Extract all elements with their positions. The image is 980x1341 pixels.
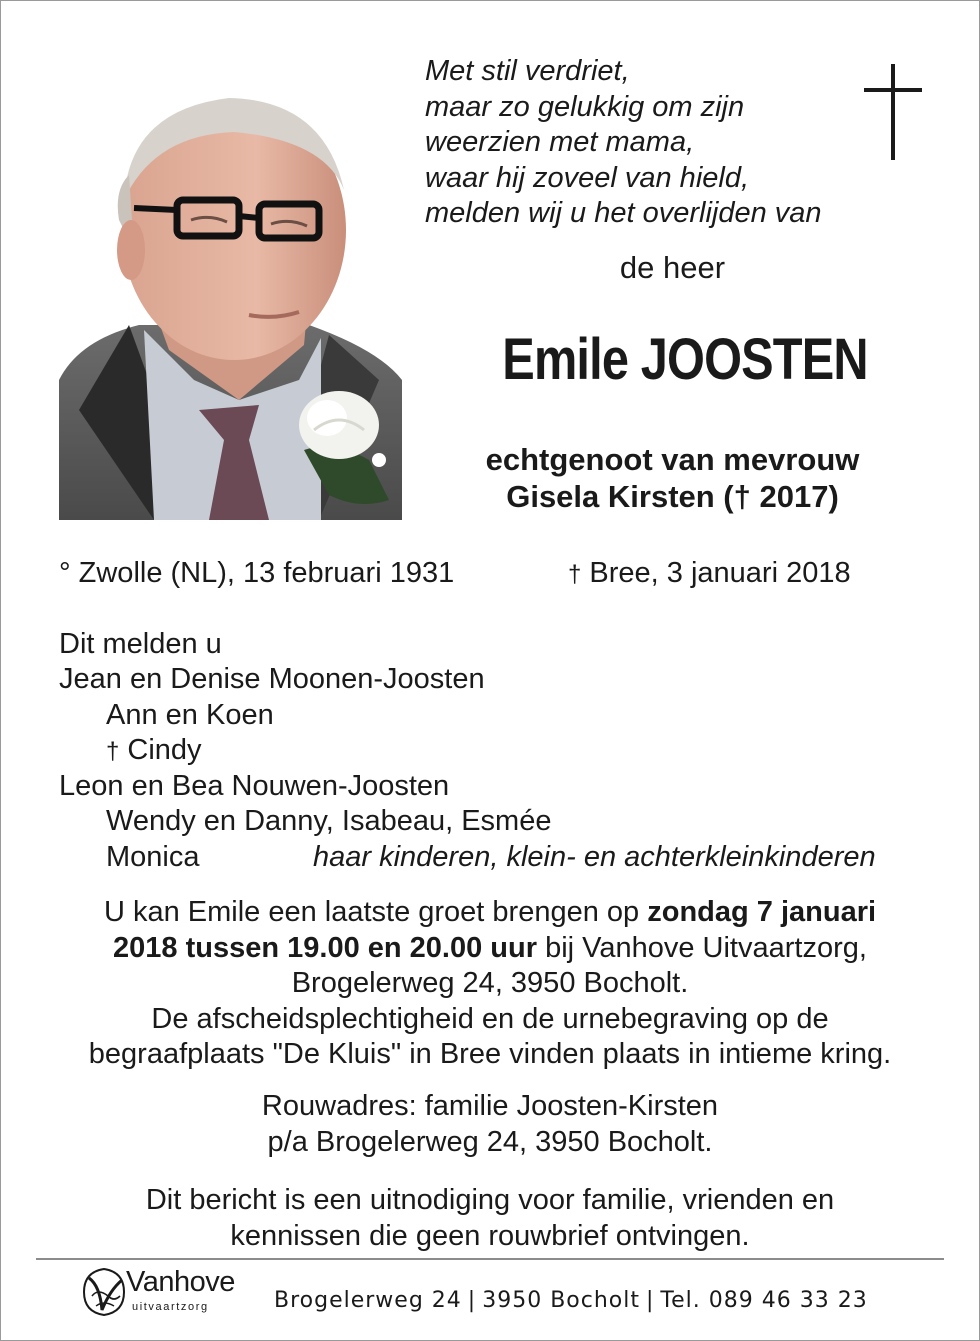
visitation-line <box>40 931 940 967</box>
footer-phone: Tel. 089 46 33 23 <box>660 1288 868 1313</box>
footer-divider <box>36 1258 944 1260</box>
visitation-text: bij Vanhove Uitvaartzorg, <box>537 931 867 964</box>
notice-line: kennissen die geen rouwbrief ontvingen. <box>230 1219 750 1252</box>
visitation-info <box>40 895 940 1073</box>
family-member <box>59 733 939 769</box>
family-list <box>59 627 939 875</box>
visitation-line: De afscheidsplechtigheid en de urnebegraving op de <box>151 1002 829 1035</box>
visitation-line: Brogelerweg 24, 3950 Bocholt. <box>291 967 689 999</box>
dagger-icon: † <box>106 737 120 765</box>
address-line: Rouwadres: familie Joosten-Kirsten <box>261 1090 719 1122</box>
family-member-name: Cindy <box>119 733 202 766</box>
spouse-info <box>430 441 915 515</box>
footer-separator: | <box>467 1288 477 1313</box>
family-member: Ann en Koen <box>106 698 274 731</box>
visitation-time: 2018 tussen 19.00 en 20.00 uur <box>113 931 538 964</box>
footer-separator: | <box>646 1288 655 1313</box>
family-member-row <box>59 840 939 875</box>
brand-name: Vanhove <box>126 1266 235 1298</box>
visitation-text: U kan Emile een laatste groet brengen op <box>103 896 648 928</box>
brand-subtitle: uitvaartzorg <box>132 1301 209 1313</box>
family-member: Monica <box>106 840 200 873</box>
footer-address: Brogelerweg 24 <box>274 1288 462 1313</box>
footer-contact <box>274 1288 868 1313</box>
vanhove-logo-icon <box>80 1266 128 1318</box>
poem-line: waar hij zoveel van hield, <box>425 161 750 194</box>
poem-line: Met stil verdriet, <box>425 55 630 87</box>
poem-line: maar zo gelukkig om zijn <box>425 90 745 123</box>
spouse-line-2: Gisela Kirsten († 2017) <box>506 479 839 514</box>
birth-info: ° Zwolle (NL), 13 februari 1931 <box>59 557 455 589</box>
family-member: Jean en Denise Moonen-Joosten <box>59 663 485 696</box>
portrait-photo <box>59 80 402 520</box>
invitation-notice <box>40 1183 940 1254</box>
notice-line: Dit bericht is een uitnodiging voor familie, vrienden en <box>145 1184 835 1216</box>
condolence-poem <box>425 54 865 232</box>
honorific: de heer <box>619 250 726 285</box>
family-member: Wendy en Danny, Isabeau, Esmée <box>106 805 552 838</box>
dagger-icon: † <box>568 561 582 588</box>
family-relation: haar kinderen, klein- en achterkleinkinderen <box>313 840 876 873</box>
visitation-line: begraafplaats "De Kluis" in Bree vinden plaats in intieme kring. <box>88 1038 892 1070</box>
footer-city: 3950 Bocholt <box>482 1288 640 1313</box>
cross-icon <box>864 64 922 160</box>
death-info <box>568 557 851 590</box>
visitation-date: zondag 7 januari <box>647 896 877 928</box>
spouse-line-1: echtgenoot van mevrouw <box>485 442 860 477</box>
family-member: Leon en Bea Nouwen-Joosten <box>59 770 450 803</box>
deceased-name: Emile JOOSTEN <box>502 327 868 392</box>
poem-line: melden wij u het overlijden van <box>425 197 822 229</box>
visitation-line <box>40 895 940 931</box>
address-line: p/a Brogelerweg 24, 3950 Bocholt. <box>267 1125 713 1158</box>
poem-line: weerzien met mama, <box>425 126 695 158</box>
family-intro: Dit melden u <box>59 628 222 660</box>
death-text: Bree, 3 januari 2018 <box>581 557 851 589</box>
mourning-address <box>40 1089 940 1160</box>
